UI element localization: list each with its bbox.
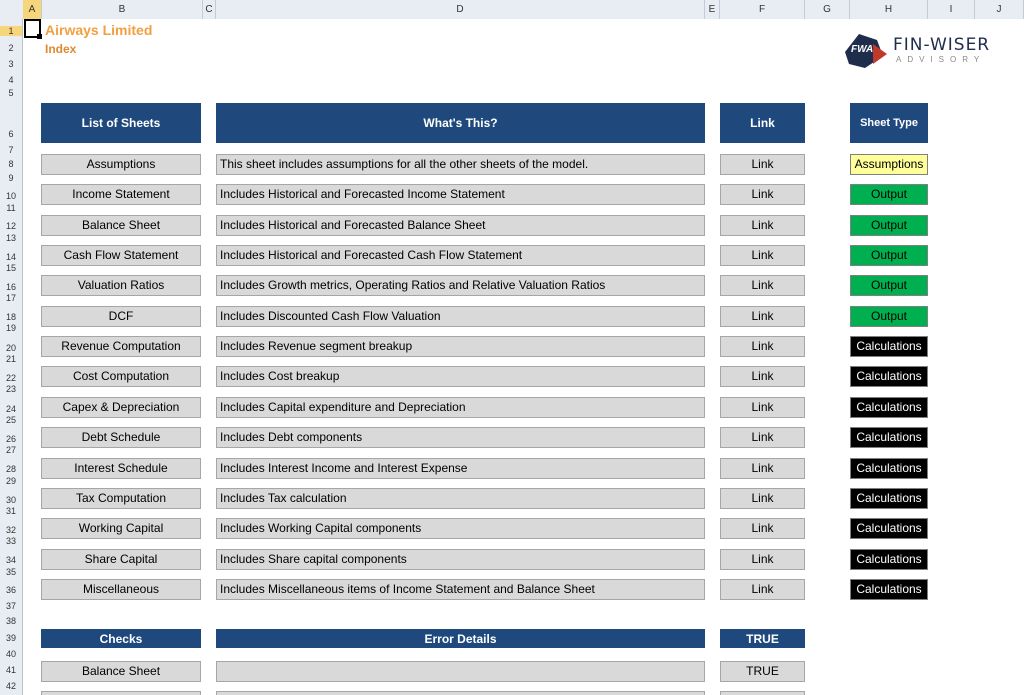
sheet-description-share-capital: Includes Share capital components [216,549,705,570]
sheet-description-miscellaneous: Includes Miscellaneous items of Income Statement and Balance Sheet [216,579,705,600]
sheet-link-share-capital[interactable]: Link [720,549,805,570]
sheet-type-valuation-ratios: Output [850,275,928,296]
fill-handle[interactable] [37,34,42,39]
row-header-33[interactable]: 33 [5,536,16,546]
row-header-22[interactable]: 22 [5,373,16,383]
sheet-description-balance-sheet: Includes Historical and Forecasted Balance Sheet [216,215,705,236]
sheet-name-interest-schedule: Interest Schedule [41,458,201,479]
sheet-name-dcf: DCF [41,306,201,327]
sheet-description-assumptions: This sheet includes assumptions for all the other sheets of the model. [216,154,705,175]
row-header-30[interactable]: 30 [5,495,16,505]
row-header-40[interactable]: 40 [5,649,16,659]
sheet-name-miscellaneous: Miscellaneous [41,579,201,600]
row-header-37[interactable]: 37 [5,601,16,611]
header-whats-this: What's This? [216,103,705,143]
index-subtitle: Index [45,42,77,56]
column-header-a[interactable]: A [23,0,42,19]
sheet-description-valuation-ratios: Includes Growth metrics, Operating Ratios and Relative Valuation Ratios [216,275,705,296]
sheet-type-working-capital: Calculations [850,518,928,539]
sheet-description-cash-flow-statement: Includes Historical and Forecasted Cash Flow Statement [216,245,705,266]
sheet-link-tax-computation[interactable]: Link [720,488,805,509]
sheet-name-cash-flow-statement: Cash Flow Statement [41,245,201,266]
sheet-link-assumptions[interactable]: Link [720,154,805,175]
row-header-27[interactable]: 27 [5,445,16,455]
column-header-f[interactable]: F [720,0,805,19]
row-header-36[interactable]: 36 [5,585,16,595]
column-header-g[interactable]: G [805,0,850,19]
row-header-8[interactable]: 8 [8,159,14,169]
row-header-15[interactable]: 15 [5,263,16,273]
sheet-link-income-statement[interactable]: Link [720,184,805,205]
check-name-balance-sheet: Balance Sheet [41,661,201,682]
row-header-42[interactable]: 42 [5,681,16,691]
row-header-34[interactable]: 34 [5,555,16,565]
sheet-name-cost-computation: Cost Computation [41,366,201,387]
row-header-2[interactable]: 2 [8,43,14,53]
sheet-type-balance-sheet: Output [850,215,928,236]
row-header-18[interactable]: 18 [5,312,16,322]
sheet-name-revenue-computation: Revenue Computation [41,336,201,357]
model-title: Airways Limited [45,22,153,38]
sheet-type-share-capital: Calculations [850,549,928,570]
header-error-details: Error Details [216,629,705,648]
sheet-description-dcf: Includes Discounted Cash Flow Valuation [216,306,705,327]
check-result-balance-sheet: TRUE [720,661,805,682]
row-header-13[interactable]: 13 [5,233,16,243]
row-header-26[interactable]: 26 [5,434,16,444]
sheet-type-assumptions: Assumptions [850,154,928,175]
sheet-link-working-capital[interactable]: Link [720,518,805,539]
sheet-name-capex-depreciation: Capex & Depreciation [41,397,201,418]
sheet-type-miscellaneous: Calculations [850,579,928,600]
row-header-16[interactable]: 16 [5,282,16,292]
sheet-type-interest-schedule: Calculations [850,458,928,479]
row-header-1[interactable]: 1 [0,26,22,36]
sheet-link-miscellaneous[interactable]: Link [720,579,805,600]
row-header-23[interactable]: 23 [5,384,16,394]
logo-subtext: ADVISORY [896,55,986,64]
row-header-3[interactable]: 3 [8,59,14,69]
row-header-10[interactable]: 10 [5,191,16,201]
sheet-type-income-statement: Output [850,184,928,205]
row-header-17[interactable]: 17 [5,293,16,303]
row-header-29[interactable]: 29 [5,476,16,486]
sheet-description-interest-schedule: Includes Interest Income and Interest Expense [216,458,705,479]
next-check-row-partial [41,691,201,695]
check-error-balance-sheet [216,661,705,682]
sheet-link-revenue-computation[interactable]: Link [720,336,805,357]
sheet-name-valuation-ratios: Valuation Ratios [41,275,201,296]
sheet-name-income-statement: Income Statement [41,184,201,205]
row-header-9[interactable]: 9 [8,173,14,183]
row-header-32[interactable]: 32 [5,525,16,535]
sheet-type-debt-schedule: Calculations [850,427,928,448]
row-header-6[interactable]: 6 [8,129,14,139]
column-header-b[interactable]: B [42,0,203,19]
sheet-name-debt-schedule: Debt Schedule [41,427,201,448]
row-header-38[interactable]: 38 [5,616,16,626]
sheet-name-balance-sheet: Balance Sheet [41,215,201,236]
sheet-link-dcf[interactable]: Link [720,306,805,327]
sheet-name-working-capital: Working Capital [41,518,201,539]
sheet-type-cash-flow-statement: Output [850,245,928,266]
sheet-link-capex-depreciation[interactable]: Link [720,397,805,418]
next-error-row-partial [216,691,705,695]
sheet-link-cash-flow-statement[interactable]: Link [720,245,805,266]
column-header-c[interactable]: C [203,0,216,19]
row-header-31[interactable]: 31 [5,506,16,516]
sheet-description-cost-computation: Includes Cost breakup [216,366,705,387]
row-header-bar [0,19,23,695]
sheet-description-tax-computation: Includes Tax calculation [216,488,705,509]
sheet-type-revenue-computation: Calculations [850,336,928,357]
header-check-result: TRUE [720,629,805,648]
row-header-12[interactable]: 12 [5,221,16,231]
row-header-19[interactable]: 19 [5,323,16,333]
sheet-type-capex-depreciation: Calculations [850,397,928,418]
sheet-link-interest-schedule[interactable]: Link [720,458,805,479]
sheet-description-capex-depreciation: Includes Capital expenditure and Depreciation [216,397,705,418]
logo-text: FIN-WISER [893,35,991,55]
row-header-14[interactable]: 14 [5,252,16,262]
row-header-11[interactable]: 11 [6,203,16,213]
row-header-25[interactable]: 25 [5,415,16,425]
sheet-link-cost-computation[interactable]: Link [720,366,805,387]
column-header-h[interactable]: H [850,0,928,19]
column-header-e[interactable]: E [705,0,720,19]
sheet-description-debt-schedule: Includes Debt components [216,427,705,448]
column-header-d[interactable]: D [216,0,705,19]
sheet-description-income-statement: Includes Historical and Forecasted Income Statement [216,184,705,205]
row-header-39[interactable]: 39 [5,633,16,643]
row-header-5[interactable]: 5 [8,88,14,98]
column-header-j[interactable]: J [975,0,1024,19]
row-header-21[interactable]: 21 [5,354,16,364]
next-result-row-partial [720,691,805,695]
header-sheet-type: Sheet Type [850,103,928,143]
row-header-20[interactable]: 20 [5,343,16,353]
sheet-name-share-capital: Share Capital [41,549,201,570]
sheet-link-valuation-ratios[interactable]: Link [720,275,805,296]
row-header-41[interactable]: 41 [5,665,16,675]
header-checks: Checks [41,629,201,648]
column-header-i[interactable]: I [928,0,975,19]
sheet-name-tax-computation: Tax Computation [41,488,201,509]
sheet-link-balance-sheet[interactable]: Link [720,215,805,236]
sheet-type-tax-computation: Calculations [850,488,928,509]
row-header-7[interactable]: 7 [8,145,14,155]
row-header-28[interactable]: 28 [5,464,16,474]
logo-mark-text: FWA [851,44,874,55]
sheet-link-debt-schedule[interactable]: Link [720,427,805,448]
row-header-24[interactable]: 24 [5,404,16,414]
row-header-35[interactable]: 35 [5,567,16,577]
row-header-4[interactable]: 4 [8,75,14,85]
sheet-type-dcf: Output [850,306,928,327]
column-header-bar [0,0,1024,20]
sheet-type-cost-computation: Calculations [850,366,928,387]
sheet-description-revenue-computation: Includes Revenue segment breakup [216,336,705,357]
sheet-description-working-capital: Includes Working Capital components [216,518,705,539]
sheet-name-assumptions: Assumptions [41,154,201,175]
header-list-of-sheets: List of Sheets [41,103,201,143]
header-link: Link [720,103,805,143]
